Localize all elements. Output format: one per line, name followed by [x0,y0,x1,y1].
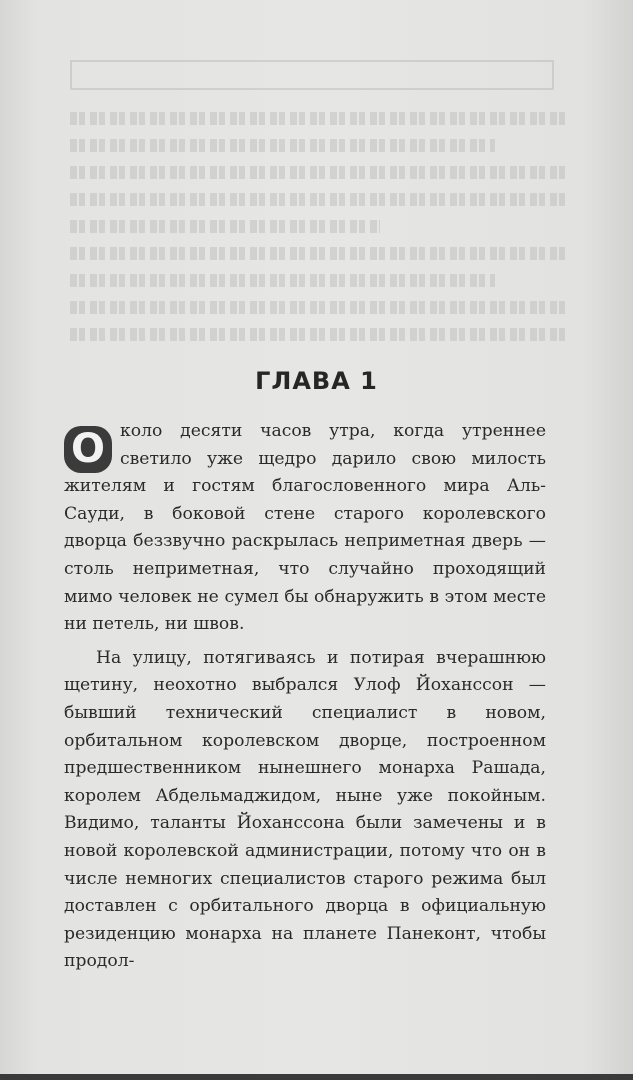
show-through-line [70,193,570,206]
paragraph-text: коло десяти часов утра, когда утреннее светило уже щедро дарило свою милость жителям и гостям благословенного мира Аль-Сауди, в боковой стене старого королевского дворца беззвучно раскрылась неприметная дверь — столь неприметная, что случайно проходящий мимо человек не сумел бы обнаружить в этом месте ни петель, ни швов. [64,421,546,635]
drop-cap: О [64,426,112,473]
show-through-line [70,274,495,287]
show-through-line [70,328,570,341]
paragraph-second: На улицу, потягиваясь и потирая вчерашнюю щетину, неохотно выбрался Улоф Йоханссон — бывший технический специалист в новом, орбитальном королевском дворце, построенном предшественником нынешнего монарха Рашада, королем Абдельмаджидом, ныне уже покойным. Видимо, таланты Йоханссона были замечены и в новой королевской администрации, потому что он в числе немногих специалистов старого режима был доставлен с орбитального дворца в официальную резиденцию монарха на планете Панеконт, чтобы продол- [64,647,546,972]
paragraph-first [64,418,546,639]
show-through-line [70,301,570,314]
chapter-title: ГЛАВА 1 [255,367,378,395]
show-through-line [70,139,495,152]
show-through-line [70,247,570,260]
show-through-frame [70,60,554,90]
show-through-line [70,220,380,233]
show-through-text [70,60,570,380]
show-through-line [70,166,570,179]
show-through-line [70,112,570,125]
page-bottom-edge [0,1074,633,1080]
chapter-body [64,418,546,976]
